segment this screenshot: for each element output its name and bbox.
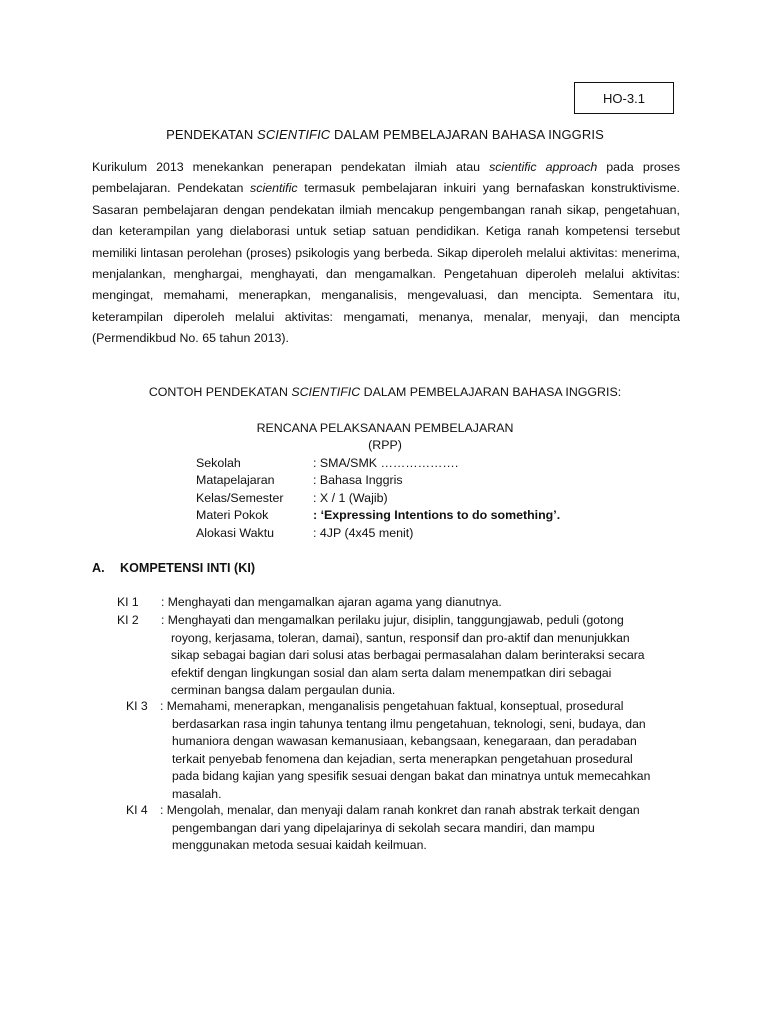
- info-row-alokasi: [196, 524, 560, 542]
- intro-italic-2: scientific: [250, 181, 298, 196]
- ki-line: cerminan bangsa dalam pergaulan dunia.: [171, 683, 396, 698]
- intro-text-1: Kurikulum 2013 menekankan penerapan pendekatan ilmiah atau: [92, 160, 490, 174]
- info-row-matapelajaran: [196, 472, 560, 490]
- intro-text-2: pada proses pembelajaran. Pendekatan: [92, 160, 681, 196]
- intro-paragraph: [92, 157, 680, 350]
- ki-line: royong, kerjasama, toleran, damai), santun, responsif dan pro-aktif dan menunjukkan: [171, 630, 630, 645]
- ki-line: : Memahami, menerapkan, menganalisis pengetahuan faktual, konseptual, prosedural: [160, 699, 624, 713]
- handout-code: HO-3.1: [603, 90, 645, 106]
- info-label: Materi Pokok: [196, 508, 269, 523]
- ki-line: masalah.: [172, 786, 222, 801]
- ki-line: berdasarkan rasa ingin tahunya tentang ilmu pengetahuan, teknologi, seni, budaya, dan: [172, 716, 646, 731]
- handout-code-box: [574, 82, 674, 114]
- ki-code: KI 3: [126, 699, 148, 713]
- info-value: : 4JP (4x45 menit): [313, 525, 414, 540]
- ki-text: [161, 612, 645, 700]
- contoh-part2: DALAM PEMBELAJARAN BAHASA INGGRIS:: [360, 385, 622, 399]
- info-row-sekolah: [196, 454, 560, 472]
- ki-line: terkait penyebab fenomena dan kejadian, serta menerapkan pengetahuan prosedural: [172, 751, 633, 766]
- ki-text: [160, 802, 640, 855]
- info-value: : ‘Expressing Intentions to do something’.: [313, 508, 561, 523]
- ki-line: pengembangan dari yang dipelajarinya di sekolah secara mandiri, dan mampu: [172, 820, 595, 835]
- title-part1: PENDEKATAN: [166, 127, 258, 142]
- info-label: Matapelajaran: [196, 473, 275, 488]
- rpp-info-table: [196, 454, 560, 542]
- info-value: : Bahasa Inggris: [313, 473, 403, 488]
- section-a-heading: [92, 561, 255, 575]
- ki-text: [160, 698, 650, 804]
- info-label: Sekolah: [196, 455, 241, 470]
- info-label: Kelas/Semester: [196, 490, 284, 505]
- section-title: KOMPETENSI INTI (KI): [120, 561, 256, 575]
- rpp-title-line2: (RPP): [368, 438, 402, 452]
- info-value: : SMA/SMK ……………….: [313, 455, 459, 470]
- ki-text: [161, 594, 502, 612]
- ki-line: : Mengolah, menalar, dan menyaji dalam ranah konkret dan ranah abstrak terkait dengan: [160, 803, 640, 817]
- ki-code: KI 2: [117, 613, 139, 627]
- example-heading: [90, 385, 680, 399]
- title-italic: SCIENTIFIC: [257, 127, 331, 142]
- info-row-materi: [196, 507, 560, 525]
- ki-line: humaniora dengan wawasan kemanusiaan, kebangsaan, kenegaraan, dan peradaban: [172, 734, 637, 749]
- contoh-part1: CONTOH PENDEKATAN: [148, 385, 292, 399]
- ki-line: efektif dengan lingkungan sosial dan alam serta dalam menempatkan diri sebagai: [171, 665, 612, 680]
- info-label: Alokasi Waktu: [196, 525, 275, 540]
- contoh-italic: SCIENTIFIC: [291, 385, 361, 399]
- intro-italic-1: scientific approach: [489, 160, 598, 174]
- info-row-kelas: [196, 489, 560, 507]
- document-title: [90, 127, 680, 142]
- ki-code: KI 4: [126, 803, 148, 817]
- title-part2: DALAM PEMBELAJARAN BAHASA INGGRIS: [330, 127, 604, 142]
- rpp-title: [90, 420, 680, 454]
- ki-line: menggunakan metoda sesuai kaidah keilmuan.: [172, 838, 427, 853]
- info-value: : X / 1 (Wajib): [313, 490, 388, 505]
- ki-line: sikap sebagai bagian dari solusi atas berbagai permasalahan dalam berinteraksi secara: [171, 648, 645, 663]
- ki-code: KI 1: [117, 595, 139, 609]
- ki-line: : Menghayati dan mengamalkan ajaran agama yang dianutnya.: [161, 595, 502, 609]
- rpp-title-line1: RENCANA PELAKSANAAN PEMBELAJARAN: [256, 421, 514, 435]
- section-letter: A.: [92, 561, 105, 575]
- ki-line: : Menghayati dan mengamalkan perilaku jujur, disiplin, tanggungjawab, peduli (gotong: [161, 613, 624, 627]
- ki-line: pada bidang kajian yang spesifik sesuai dengan bakat dan minatnya untuk memecahkan: [172, 769, 651, 784]
- intro-text-3: termasuk pembelajaran inkuiri yang bernafaskan konstruktivisme. Sasaran pembelajaran dengan pendekatan ilmiah mencakup pengembangan ranah sikap, pengetahuan, dan keterampilan yang dielaborasi untuk setiap satuan pendidikan. Ketiga ranah kompetensi tersebut memiliki lintasan perolehan (proses) psikologis yang berbeda. Sikap diperoleh melalui aktivitas: menerima, menjalankan, menghargai, menghayati, dan mengamalkan. Pengetahuan diperoleh melalui aktivitas: mengingat, memahami, menerapkan, menganalisis, mengevaluasi, dan mencipta. Sementara itu, keterampilan diperoleh melalui aktivitas: mengamati, menanya, menalar, menyaji, dan mencipta (Permendikbud No. 65 tahun 2013).: [92, 181, 680, 346]
